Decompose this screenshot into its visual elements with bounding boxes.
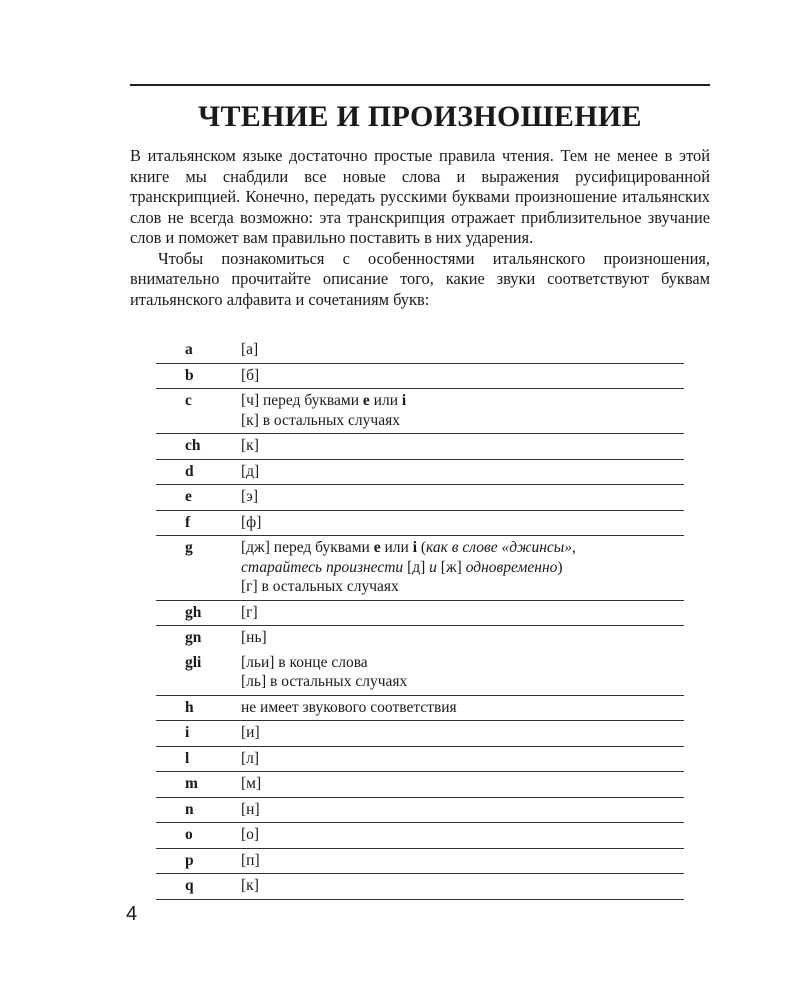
sound-line: [льи] в конце слова: [241, 653, 368, 671]
table-row: [156, 510, 684, 536]
letter-cell: b: [156, 363, 241, 389]
page-number: 4: [126, 903, 138, 925]
letter-cell: g: [156, 536, 241, 601]
sound-cell: [241, 338, 684, 363]
letter-cell: o: [156, 823, 241, 849]
sound-line: [ль] в остальных случаях: [241, 673, 408, 690]
letter-cell: h: [156, 695, 241, 721]
letter-cell: l: [156, 746, 241, 772]
table-row: [156, 363, 684, 389]
table-row: [156, 651, 684, 696]
table-row: [156, 746, 684, 772]
letter-cell: n: [156, 797, 241, 823]
sound-line: [г] в остальных случаях: [241, 578, 399, 595]
top-rule: [130, 84, 710, 86]
table-row: [156, 848, 684, 874]
table-row: [156, 434, 684, 460]
sound-line: [н]: [241, 800, 260, 818]
sound-line: [дж] перед буквами e или i (как в слове «джинсы»,: [241, 539, 576, 556]
intro-paragraph-1: В итальянском языке достаточно простые правила чтения. Тем не менее в этой книге мы снабдили все новые слова и выражения русифицированной транскрипцией. Конечно, передать русскими буквами произношение итальянских слов не всегда возможно: эта транскрипция отражает приблизительное звучание слов и поможет вам правильно поставить в них ударения.: [130, 146, 710, 247]
letter-cell: c: [156, 389, 241, 434]
letter-cell: ch: [156, 434, 241, 460]
intro-paragraph-2: Чтобы познакомиться с особенностями итальянского произношения, внимательно прочитайте описание того, какие звуки соответствуют буквам итальянского алфавита и сочетаниям букв:: [130, 248, 710, 309]
sound-line: [а]: [241, 341, 259, 358]
intro-text: [130, 146, 710, 310]
sound-cell: [241, 485, 684, 511]
table-row: [156, 797, 684, 823]
sound-cell: [241, 434, 684, 460]
sound-line: [к] в остальных случаях: [241, 411, 400, 429]
table-row: [156, 823, 684, 849]
sound-cell: [241, 797, 684, 823]
letter-cell: gh: [156, 600, 241, 626]
letter-cell: f: [156, 510, 241, 536]
sound-cell: [241, 721, 684, 747]
sound-cell: [241, 600, 684, 626]
table-row: [156, 721, 684, 747]
sound-cell: [241, 848, 684, 874]
sound-line: [э]: [241, 488, 258, 505]
letter-cell: gn: [185, 629, 202, 646]
table-row: [156, 338, 684, 363]
sound-line: [ф]: [241, 513, 262, 531]
sound-cell: [241, 746, 684, 772]
letter-cell: i: [156, 721, 241, 747]
table-row: [156, 485, 684, 511]
table-row: [156, 695, 684, 721]
table-row: [156, 600, 684, 626]
sound-line: [д]: [241, 462, 260, 480]
table-row: [156, 626, 684, 651]
sound-line: [нь]: [241, 629, 267, 646]
alphabet-table-body: [156, 338, 684, 899]
sound-cell: [241, 389, 684, 434]
sound-cell: [241, 651, 684, 696]
sound-line: старайтесь произнести [д] и [ж] одновременно): [241, 558, 563, 576]
sound-line: [л]: [241, 749, 260, 767]
sound-cell: [241, 510, 684, 536]
sound-line: [о]: [241, 826, 260, 843]
page-title: ЧТЕНИЕ И ПРОИЗНОШЕНИЕ: [198, 100, 642, 133]
letter-cell: d: [156, 459, 241, 485]
sound-cell: [241, 459, 684, 485]
letter-cell: a: [156, 338, 241, 363]
sound-line: [ч] перед буквами e или i: [241, 392, 407, 409]
table-row: [156, 389, 684, 434]
letter-cell: gli: [156, 651, 241, 696]
table-row: [156, 536, 684, 601]
sound-line: [к]: [241, 437, 259, 454]
sound-cell: [241, 695, 684, 721]
letter-cell: m: [156, 772, 241, 798]
sound-cell: [241, 363, 684, 389]
sound-cell: [241, 874, 684, 900]
letter-cell: e: [156, 485, 241, 511]
sound-line: [б]: [241, 366, 260, 384]
sound-line: не имеет звукового соответствия: [241, 698, 457, 716]
sound-cell: [241, 626, 684, 651]
sound-line: [г]: [241, 603, 258, 621]
sound-cell: [241, 823, 684, 849]
alphabet-table: [156, 338, 684, 900]
sound-line: [к]: [241, 877, 259, 894]
sound-line: [п]: [241, 851, 260, 869]
letter-cell: q: [156, 874, 241, 900]
sound-line: [м]: [241, 775, 262, 792]
table-row: [156, 772, 684, 798]
letter-cell: p: [156, 848, 241, 874]
sound-cell: [241, 536, 684, 601]
sound-cell: [241, 772, 684, 798]
sound-line: [и]: [241, 724, 260, 741]
table-row: [156, 459, 684, 485]
table-row: [156, 874, 684, 900]
